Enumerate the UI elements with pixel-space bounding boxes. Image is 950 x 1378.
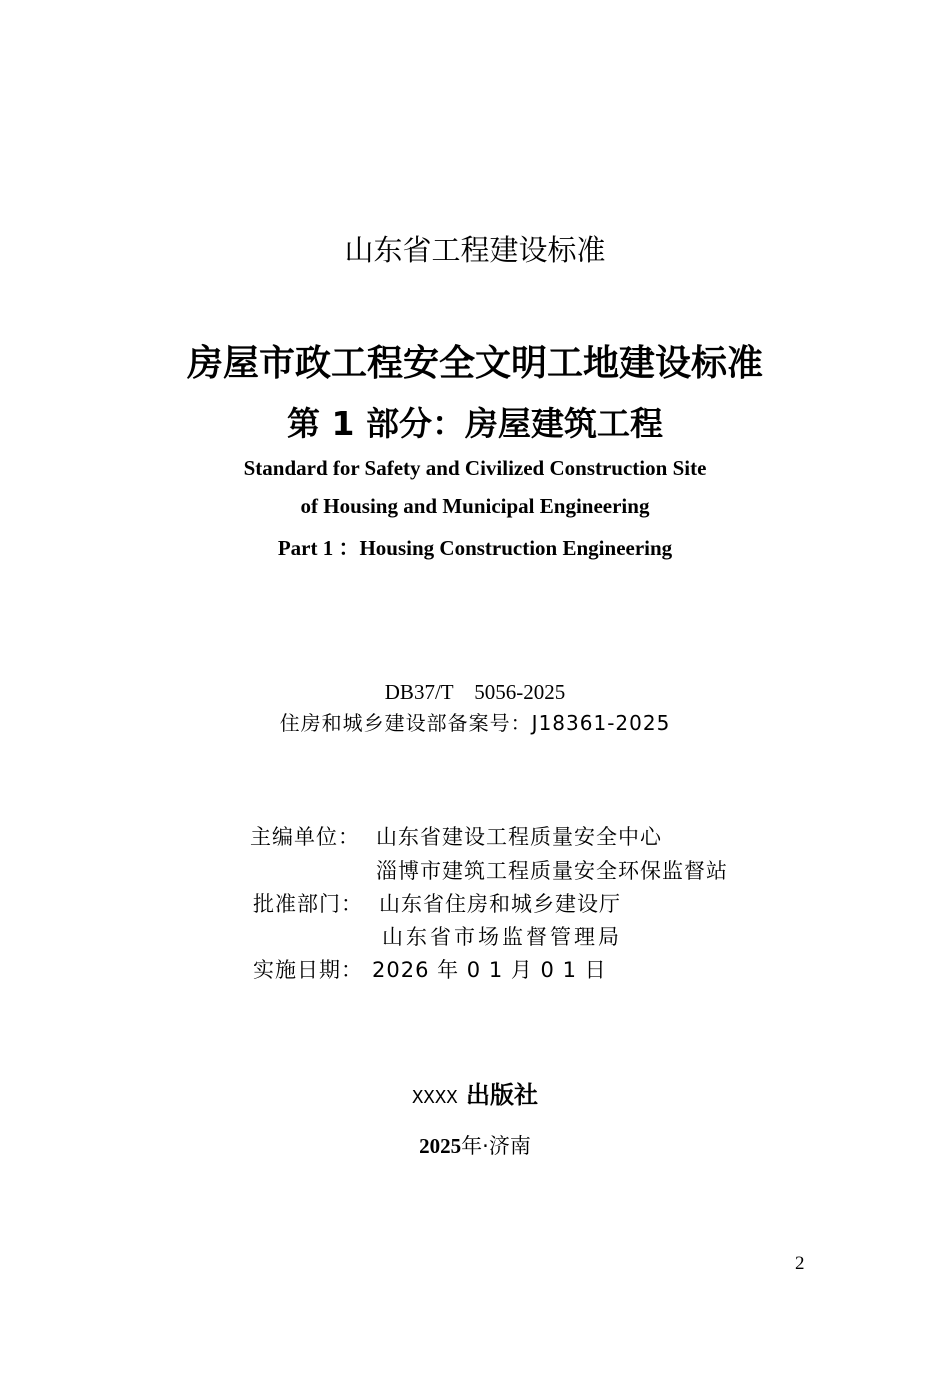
english-title-line-2: of Housing and Municipal Engineering	[300, 494, 650, 518]
publisher	[0, 1075, 950, 1110]
standard-code: DB37/T 5056-2025	[384, 680, 566, 704]
effective-label: 实施日期：	[253, 958, 363, 982]
approver-2: 山东省市场监督管理局	[382, 925, 622, 949]
approvers-label: 批准部门：	[253, 892, 363, 916]
editor-2: 淄博市建筑工程质量安全环保监督站	[376, 859, 728, 883]
publisher-placeholder: XXXX	[412, 1087, 458, 1109]
publish-year-place	[0, 1130, 950, 1160]
english-title-line-1: Standard for Safety and Civilized Construction Site	[243, 456, 707, 480]
editors-label: 主编单位：	[250, 825, 360, 849]
publish-year: 2025	[419, 1134, 462, 1158]
publish-place: 年·济南	[461, 1134, 531, 1158]
part-title: 第 1 部分：房屋建筑工程	[287, 404, 663, 443]
editor-1: 山东省建设工程质量安全中心	[376, 825, 662, 849]
page-number: 2	[795, 1253, 805, 1274]
series-title: 山东省工程建设标准	[344, 233, 606, 267]
effective-date: 2026 年 0 1 月 0 1 日	[372, 958, 607, 982]
english-title-line-3: Part 1 ：Housing Construction Engineering	[277, 536, 673, 560]
main-title: 房屋市政工程安全文明工地建设标准	[186, 343, 763, 384]
record-number: 住房和城乡建设部备案号：J18361-2025	[279, 711, 671, 735]
approver-1: 山东省住房和城乡建设厅	[379, 892, 621, 916]
publisher-name: 出版社	[465, 1081, 538, 1109]
